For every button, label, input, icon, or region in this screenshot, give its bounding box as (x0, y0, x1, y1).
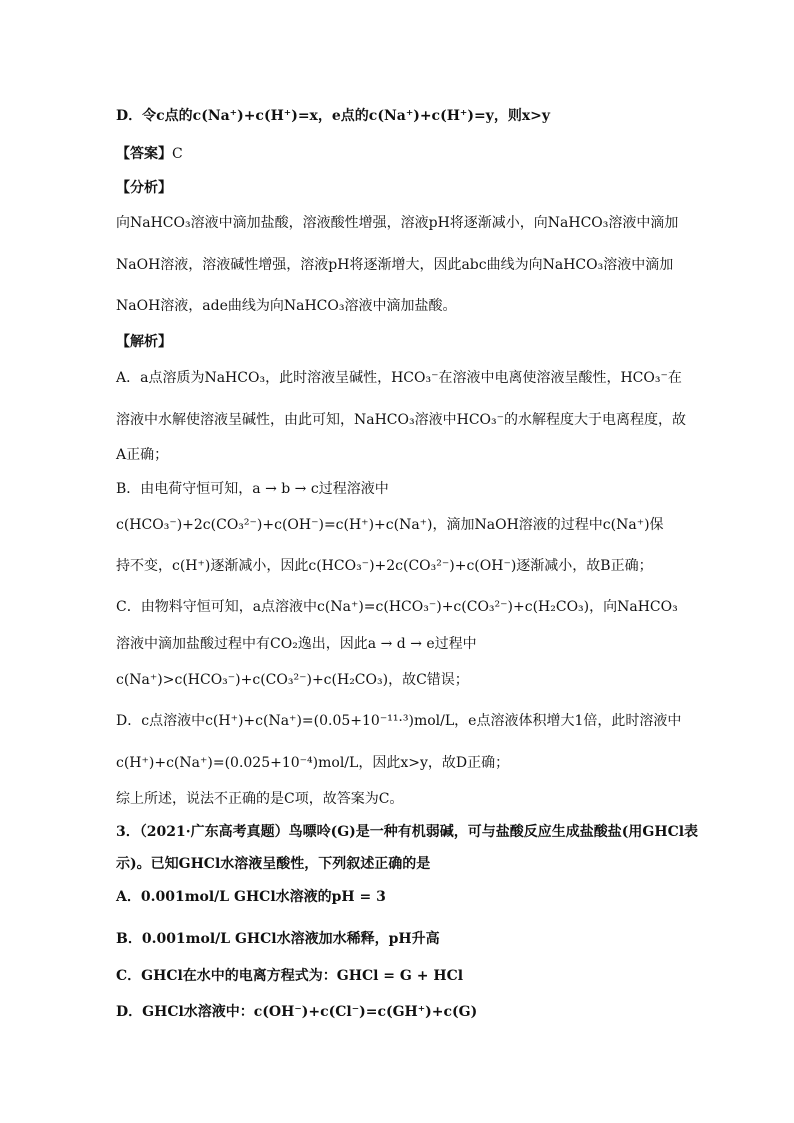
explain-line-8: 溶液中滴加盐酸过程中有CO₂逸出，因此a → d → e过程中 (116, 636, 477, 652)
option-d-previous: D．令c点的c(Na⁺)+c(H⁺)=x，e点的c(Na⁺)+c(H⁺)=y，则x>y (116, 108, 551, 124)
explain-line-11: c(H⁺)+c(Na⁺)=(0.025+10⁻⁴)mol/L，因此x>y，故D正确； (116, 755, 510, 771)
question-3-option-d: D．GHCl水溶液中：c(OH⁻)+c(Cl⁻)=c(GH⁺)+c(G) (116, 1004, 478, 1020)
answer-label: 【答案】 (116, 146, 172, 162)
question-3-option-b: B．0.001mol/L GHCl水溶液加水稀释，pH升高 (116, 931, 440, 947)
explain-line-5: c(HCO₃⁻)+2c(CO₃²⁻)+c(OH⁻)=c(H⁺)+c(Na⁺)，滴加NaOH溶液的过程中c(Na⁺)保 (116, 517, 664, 533)
question-3-option-a: A．0.001mol/L GHCl水溶液的pH = 3 (116, 889, 386, 905)
explain-line-4: B．由电荷守恒可知，a → b → c过程溶液中 (116, 481, 389, 497)
explain-line-9: c(Na⁺)>c(HCO₃⁻)+c(CO₃²⁻)+c(H₂CO₃)，故C错误； (116, 672, 469, 688)
explain-label: 【解析】 (116, 334, 172, 350)
explain-line-7: C．由物料守恒可知，a点溶液中c(Na⁺)=c(HCO₃⁻)+c(CO₃²⁻)+c(H₂CO₃)，向NaHCO₃ (116, 599, 678, 615)
explain-line-1: A．a点溶质为NaHCO₃，此时溶液呈碱性，HCO₃⁻在溶液中电离使溶液呈酸性，HCO₃⁻在 (116, 370, 682, 386)
answer-line (116, 144, 183, 164)
analysis-line-1: 向NaHCO₃溶液中滴加盐酸，溶液酸性增强，溶液pH将逐渐减小，向NaHCO₃溶液中滴加 (116, 215, 679, 231)
question-3-stem-line-2: 示)。已知GHCl水溶液呈酸性，下列叙述正确的是 (116, 856, 431, 872)
question-3-stem-line-1: 3．（2021·广东高考真题）鸟嘌呤(G)是一种有机弱碱，可与盐酸反应生成盐酸盐(用GHCl表 (116, 824, 699, 840)
explain-line-10: D．c点溶液中c(H⁺)+c(Na⁺)=(0.05+10⁻¹¹·³)mol/L，e点溶液体积增大1倍，此时溶液中 (116, 713, 682, 729)
explain-line-12: 综上所述，说法不正确的是C项，故答案为C。 (116, 791, 404, 807)
analysis-line-3: NaOH溶液，ade曲线为向NaHCO₃溶液中滴加盐酸。 (116, 298, 457, 314)
explain-line-6: 持不变，c(H⁺)逐渐减小，因此c(HCO₃⁻)+2c(CO₃²⁻)+c(OH⁻)逐渐减小，故B正确； (116, 558, 653, 574)
analysis-label: 【分析】 (116, 180, 172, 196)
analysis-line-2: NaOH溶液，溶液碱性增强，溶液pH将逐渐增大，因此abc曲线为向NaHCO₃溶液中滴加 (116, 257, 674, 273)
explain-line-2: 溶液中水解使溶液呈碱性，由此可知，NaHCO₃溶液中HCO₃⁻的水解程度大于电离程度，故 (116, 412, 687, 428)
explain-line-3: A正确； (116, 447, 169, 463)
answer-value: C (172, 146, 183, 162)
question-3-option-c: C．GHCl在水中的电离方程式为：GHCl = G + HCl (116, 968, 464, 984)
